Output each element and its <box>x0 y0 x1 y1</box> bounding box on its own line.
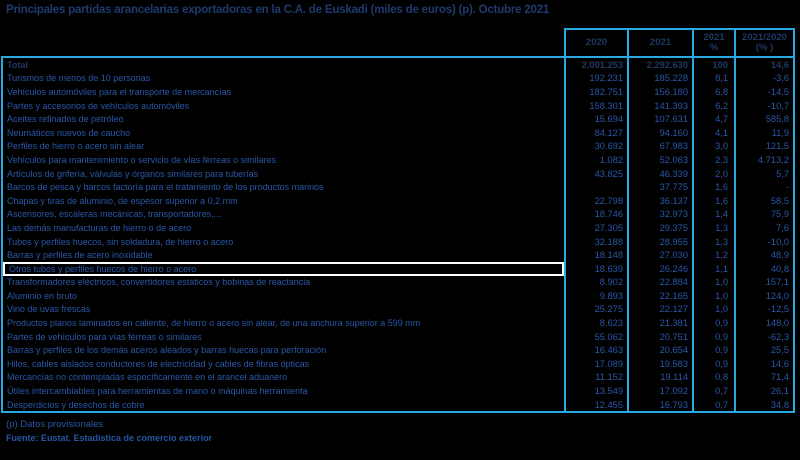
var-2021-2020-cell: -10,0 <box>734 235 793 249</box>
column-header-variation <box>734 28 795 56</box>
value-2021-cell: 19.114 <box>627 371 692 385</box>
table-row <box>3 167 793 181</box>
pct-2021-cell: 1,3 <box>692 221 734 235</box>
value-2021-cell: 32.973 <box>627 208 692 222</box>
pct-2021-cell: 0,7 <box>692 384 734 398</box>
row-label-cell: Neumáticos nuevos de caucho <box>7 127 131 138</box>
column-header-line: 2021 <box>649 36 672 48</box>
var-2021-2020-cell: -3,6 <box>734 72 793 86</box>
pct-2021-cell: 4,1 <box>692 126 734 140</box>
row-label-cell: Chapas y tiras de aluminio, de espesor superior a 0,2 mm <box>7 195 238 206</box>
value-2021-cell: 29.375 <box>627 221 692 235</box>
var-2021-2020-cell: 4.713,2 <box>734 153 793 167</box>
row-label-cell: Partes y accesorios de vehículos automóviles <box>7 100 190 111</box>
pct-2021-cell: 0,9 <box>692 330 734 344</box>
var-2021-2020-cell: -12,5 <box>734 303 793 317</box>
row-label-cell: Otros tubos y perfiles huecos de hierro o acero <box>3 262 564 276</box>
value-2021-cell: 107.631 <box>627 112 692 126</box>
table-row <box>3 235 793 249</box>
table-row <box>3 153 793 167</box>
row-label-cell: Turismos de menos de 10 personas <box>7 73 151 84</box>
value-2020-cell: 11.152 <box>564 371 627 385</box>
value-2020-cell: 55.062 <box>564 330 627 344</box>
value-2020-cell: 15.694 <box>564 112 627 126</box>
pct-2021-cell: 1,3 <box>692 235 734 249</box>
var-2021-2020-cell: -10,7 <box>734 99 793 113</box>
table-row <box>3 248 793 262</box>
value-2021-cell: 17.092 <box>627 384 692 398</box>
row-label-cell: Vehículos automóviles para el transporte de mercancías <box>7 86 232 97</box>
column-header-2020 <box>564 28 627 56</box>
table-row <box>3 72 793 86</box>
pct-2021-cell: 6,2 <box>692 99 734 113</box>
var-2021-2020-cell: 26,1 <box>734 384 793 398</box>
value-2020-cell: 43.825 <box>564 167 627 181</box>
column-header-2021-pct <box>692 28 734 56</box>
var-2021-2020-cell: 121,5 <box>734 140 793 154</box>
value-2020-cell: 18.746 <box>564 208 627 222</box>
value-2021-cell: 156.180 <box>627 85 692 99</box>
value-2020-cell: 32.188 <box>564 235 627 249</box>
column-header-line: 2021/2020 <box>742 31 787 43</box>
value-2021-cell: 36.137 <box>627 194 692 208</box>
column-header-line: 2020 <box>585 36 608 48</box>
var-2021-2020-cell: 25,5 <box>734 343 793 357</box>
value-2020-cell: 18.639 <box>564 262 627 276</box>
table-row <box>3 398 793 412</box>
footnote-provisional: (p) Datos provisionales <box>6 419 104 430</box>
value-2021-cell: 19.583 <box>627 357 692 371</box>
value-2020-cell: 25.275 <box>564 303 627 317</box>
column-header-line: 2021 <box>703 31 725 43</box>
value-2020-cell: 8.623 <box>564 316 627 330</box>
value-2020-cell: 22.798 <box>564 194 627 208</box>
value-2020-cell: 13.549 <box>564 384 627 398</box>
pct-2021-cell: 1,6 <box>692 194 734 208</box>
row-label-cell: Útiles intercambiables para herramientas de mano o máquinas herramienta <box>7 386 308 397</box>
var-2021-2020-cell: -14,5 <box>734 85 793 99</box>
value-2021-cell: 52.063 <box>627 153 692 167</box>
table-row <box>3 330 793 344</box>
value-2020-cell: 2.001.253 <box>564 58 627 72</box>
var-2021-2020-cell: 40,8 <box>734 262 793 276</box>
value-2021-cell: 22.165 <box>627 289 692 303</box>
value-2021-cell: 67.983 <box>627 140 692 154</box>
pct-2021-cell: 8,1 <box>692 72 734 86</box>
value-2020-cell: 30.692 <box>564 140 627 154</box>
pct-2021-cell: 1,4 <box>692 208 734 222</box>
var-2021-2020-cell: 11,9 <box>734 126 793 140</box>
value-2020-cell: 1.082 <box>564 153 627 167</box>
table-body <box>1 56 795 413</box>
pct-2021-cell: 3,0 <box>692 140 734 154</box>
row-label-cell: Ascensores, escaleras mecánicas, transportadores,... <box>7 209 222 220</box>
pct-2021-cell: 1,1 <box>692 262 734 276</box>
table-row <box>3 85 793 99</box>
var-2021-2020-cell: 34,8 <box>734 398 793 412</box>
column-header-line: % <box>709 42 719 53</box>
table-row <box>3 303 793 317</box>
var-2021-2020-cell: 71,4 <box>734 371 793 385</box>
table-row <box>3 384 793 398</box>
pct-2021-cell: 6,8 <box>692 85 734 99</box>
pct-2021-cell: 0,7 <box>692 398 734 412</box>
value-2020-cell: 16.463 <box>564 343 627 357</box>
row-label-cell: Vehículos para mantenimiento o servicio de vías férreas o similares <box>7 154 277 165</box>
pct-2021-cell: 1,0 <box>692 276 734 290</box>
pct-2021-cell: 0,9 <box>692 357 734 371</box>
value-2020-cell: 158.301 <box>564 99 627 113</box>
footnote-source: Fuente: Eustat. Estadística de comercio exterior <box>6 433 213 443</box>
table-row <box>3 58 793 72</box>
value-2021-cell: 28.955 <box>627 235 692 249</box>
value-2020-cell: 192.231 <box>564 72 627 86</box>
column-header-line: (% ) <box>755 42 774 53</box>
value-2021-cell: 21.381 <box>627 316 692 330</box>
value-2020-cell: 12.455 <box>564 398 627 412</box>
table-header-row <box>1 28 795 56</box>
table-row <box>3 343 793 357</box>
value-2020-cell: 27.305 <box>564 221 627 235</box>
var-2021-2020-cell: 148,0 <box>734 316 793 330</box>
page-title: Principales partidas arancelarias exportadoras en la C.A. de Euskadi (miles de euros) (p). Octubre 2021 <box>6 4 550 16</box>
table-row <box>3 357 793 371</box>
var-2021-2020-cell: 75,9 <box>734 208 793 222</box>
row-label-cell: Barcos de pesca y barcos factoría para el tratamiento de los productos marinos <box>7 182 324 193</box>
var-2021-2020-cell: 14,6 <box>734 357 793 371</box>
value-2021-cell: 94.160 <box>627 126 692 140</box>
row-label-cell: Aceites refinados de petróleo <box>7 114 124 125</box>
var-2021-2020-cell: 14,6 <box>734 58 793 72</box>
var-2021-2020-cell: 7,6 <box>734 221 793 235</box>
stats-table <box>1 28 795 413</box>
value-2020-cell: 18.148 <box>564 248 627 262</box>
value-2021-cell: 141.393 <box>627 99 692 113</box>
pct-2021-cell: 1,0 <box>692 289 734 303</box>
pct-2021-cell: 0,8 <box>692 371 734 385</box>
row-label-cell: Productos planos laminados en caliente, de hierro o acero sin alear, de una anchura superior a 599 mm <box>7 318 421 329</box>
pct-2021-cell: 1,6 <box>692 180 734 194</box>
pct-2021-cell: 2,0 <box>692 167 734 181</box>
value-2021-cell: 26.246 <box>627 262 692 276</box>
pct-2021-cell: 0,9 <box>692 343 734 357</box>
header-label-spacer <box>1 28 564 56</box>
row-label-cell: Desperdicios y desechos de cobre <box>7 399 145 410</box>
table-row <box>3 194 793 208</box>
row-label-cell: Partes de vehículos para vías férreas o similares <box>7 331 202 342</box>
row-label-cell: Total <box>7 59 28 70</box>
row-label-cell: Mercancías no contempladas específicamente en el arancel aduanero <box>7 372 288 383</box>
var-2021-2020-cell: 5,7 <box>734 167 793 181</box>
value-2021-cell: 37.775 <box>627 180 692 194</box>
table-row <box>3 112 793 126</box>
pct-2021-cell: 4,7 <box>692 112 734 126</box>
row-label-cell: Transformadores eléctricos, convertidores estáticos y bobinas de reactancia <box>7 277 311 288</box>
pct-2021-cell: 0,9 <box>692 316 734 330</box>
var-2021-2020-cell: -62,3 <box>734 330 793 344</box>
row-label-cell: Aluminio en bruto <box>7 290 78 301</box>
value-2021-cell: 22.884 <box>627 276 692 290</box>
value-2020-cell: 8.902 <box>564 276 627 290</box>
var-2021-2020-cell: 124,0 <box>734 289 793 303</box>
row-label-cell: Hilos, cables aislados conductores de electricidad y cables de fibras ópticas <box>7 358 310 369</box>
value-2021-cell: 16.793 <box>627 398 692 412</box>
var-2021-2020-cell: - <box>734 180 793 194</box>
var-2021-2020-cell: 157,1 <box>734 276 793 290</box>
value-2020-cell: 17.089 <box>564 357 627 371</box>
var-2021-2020-cell: 585,8 <box>734 112 793 126</box>
table-row <box>3 262 793 276</box>
row-label-cell: Artículos de grifería, válvulas y órganos similares para tuberías <box>7 168 259 179</box>
value-2021-cell: 46.339 <box>627 167 692 181</box>
value-2020-cell: 9.893 <box>564 289 627 303</box>
column-header-2021 <box>627 28 692 56</box>
value-2021-cell: 20.751 <box>627 330 692 344</box>
value-2020-cell <box>564 180 627 194</box>
table-row <box>3 316 793 330</box>
table-row <box>3 208 793 222</box>
row-label-cell: Barras y perfiles de acero inoxidable <box>7 250 153 261</box>
value-2020-cell: 84.127 <box>564 126 627 140</box>
pct-2021-cell: 2,3 <box>692 153 734 167</box>
var-2021-2020-cell: 48,9 <box>734 248 793 262</box>
pct-2021-cell: 1,0 <box>692 303 734 317</box>
table-row <box>3 276 793 290</box>
pct-2021-cell: 1,2 <box>692 248 734 262</box>
table-row <box>3 140 793 154</box>
table-row <box>3 180 793 194</box>
value-2021-cell: 185.228 <box>627 72 692 86</box>
pct-2021-cell: 100 <box>692 58 734 72</box>
var-2021-2020-cell: 58,5 <box>734 194 793 208</box>
row-label-cell: Barras y perfiles de los demás aceros aleados y barras huecas para perforación <box>7 345 327 356</box>
row-label-cell: Las demás manufacturas de hierro o de acero <box>7 222 192 233</box>
value-2021-cell: 27.030 <box>627 248 692 262</box>
row-label-cell: Tubos y perfiles huecos, sin soldadura, de hierro o acero <box>7 236 234 247</box>
row-label-cell: Vino de uvas frescas <box>7 304 91 315</box>
table-row <box>3 126 793 140</box>
table-row <box>3 99 793 113</box>
value-2021-cell: 22.127 <box>627 303 692 317</box>
value-2021-cell: 20.654 <box>627 343 692 357</box>
value-2021-cell: 2.292.630 <box>627 58 692 72</box>
row-label-cell: Perfiles de hierro o acero sin alear <box>7 141 145 152</box>
table-row <box>3 371 793 385</box>
table-row <box>3 221 793 235</box>
value-2020-cell: 182.751 <box>564 85 627 99</box>
table-row <box>3 289 793 303</box>
